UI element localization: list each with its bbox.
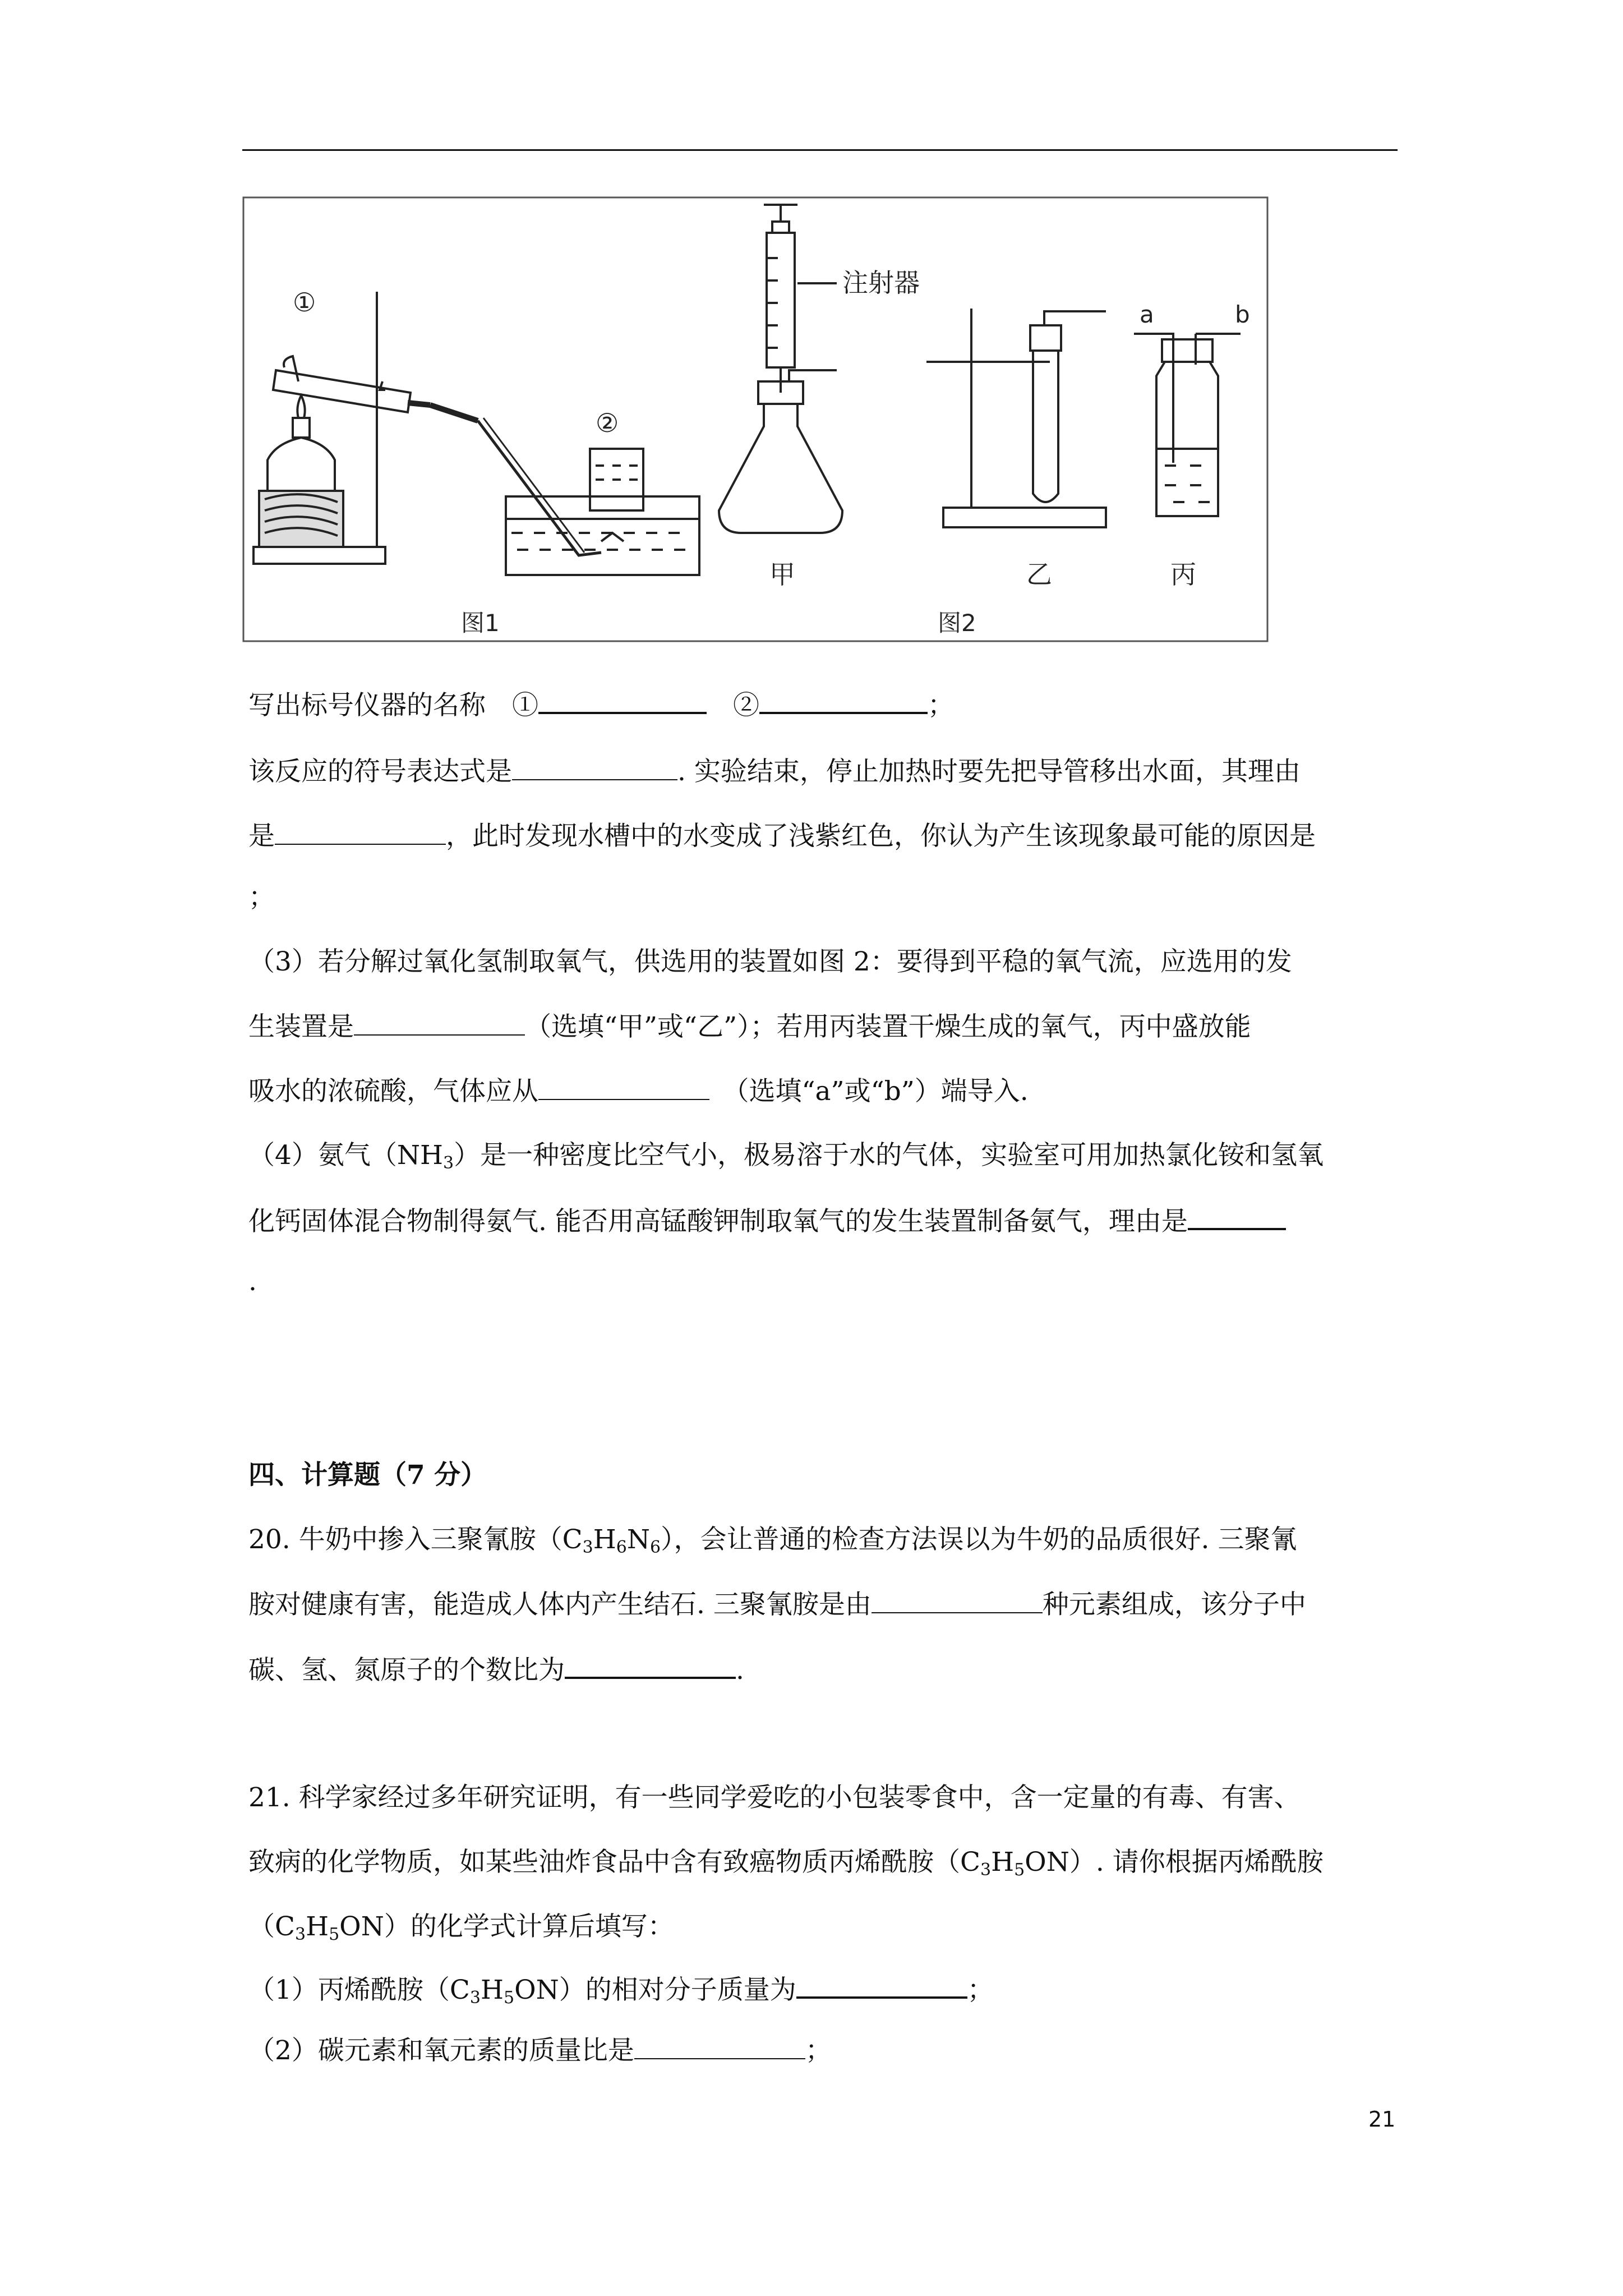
apparatus-figure xyxy=(242,196,1269,642)
device-bing-label: 丙 xyxy=(1170,559,1196,590)
answer-blank-instrument-1[interactable] xyxy=(538,687,707,714)
q21-line4: （1）丙烯酰胺$(C_3H_5ON)$的相对分子质量为 ； xyxy=(248,1972,994,2007)
answer-blank-device[interactable] xyxy=(354,1010,525,1036)
label-instrument-1: ① xyxy=(293,287,316,318)
section-title-calculation: 四、计算题（7 分） xyxy=(248,1460,487,1490)
device-jia-label: 甲 xyxy=(769,559,795,590)
answer-blank-element-count[interactable] xyxy=(872,1588,1043,1613)
q21-line2: 致病的化学物质，如某些油炸食品中含有致癌物质丙烯酰胺$(C_3H_5ON)$. 请你根据丙烯酰胺 xyxy=(248,1847,1324,1880)
q19-line9: 化钙固体混合物制得氨气. 能否用高锰酸钾制取氧气的发生装置制备氨气，理由是 xyxy=(248,1203,1286,1239)
device-yi-label: 乙 xyxy=(1026,559,1052,590)
figure2-caption: 图2 xyxy=(938,609,976,637)
answer-blank-reason[interactable] xyxy=(275,819,446,845)
q19-line3: 是 ，此时发现水槽中的水变成了浅紫红色，你认为产生该现象最可能的原因是 xyxy=(248,819,1316,853)
q19-line1: 写出标号仪器的名称 ① ② ； xyxy=(248,687,954,723)
q19-line5: （3）若分解过氧化氢制取氧气，供选用的装置如图 2：要得到平稳的氧气流，应选用的发 xyxy=(248,946,1292,977)
device-bing xyxy=(1134,334,1241,516)
q19-line8: （4）氨气$(NH_3)$是一种密度比空气小，极易溶于水的气体，实验室可用加热氯化铵和氢氧 xyxy=(248,1140,1324,1173)
syringe-label: 注射器 xyxy=(842,268,920,298)
port-a-label: a xyxy=(1140,301,1154,328)
figure1-heating-setup xyxy=(253,292,699,575)
q21-line1: 21. 科学家经过多年研究证明，有一些同学爱吃的小包装零食中，含一定量的有毒、有害、 xyxy=(248,1782,1301,1813)
q19-line2: 该反应的符号表达式是 . 实验结束，停止加热时要先把导管移出水面，其理由 xyxy=(248,754,1301,789)
answer-blank-equation[interactable] xyxy=(512,754,677,780)
q21-line5: （2）碳元素和氧元素的质量比是 ； xyxy=(248,2033,832,2068)
q20-line3: 碳、氢、氮原子的个数比为 . xyxy=(248,1652,744,1687)
q19-line4: ； xyxy=(248,882,275,913)
q20-line1: 20. 牛奶中掺入三聚氰胺$(C_3H_6N_6)$，会让普通的检查方法误以为牛奶的品质很好. 三聚氰 xyxy=(248,1524,1297,1557)
label-instrument-2: ② xyxy=(596,408,619,438)
q20-line2: 胺对健康有害，能造成人体内产生结石. 三聚氰胺是由 种元素组成，该分子中 xyxy=(248,1588,1306,1622)
answer-blank-instrument-2[interactable] xyxy=(759,687,928,714)
answer-blank-molecular-mass[interactable] xyxy=(796,1972,967,1999)
answer-blank-atom-ratio[interactable] xyxy=(565,1652,736,1679)
answer-blank-mass-ratio[interactable] xyxy=(634,2033,805,2059)
figure1-caption: 图1 xyxy=(461,609,500,637)
header-rule xyxy=(242,149,1398,151)
page-number: 21 xyxy=(1368,2107,1396,2132)
q19-line10: . xyxy=(248,1266,257,1297)
answer-blank-port[interactable] xyxy=(538,1074,709,1100)
q19-line7: 吸水的浓硫酸，气体应从 （选填“a”或“b”）端导入. xyxy=(248,1074,1029,1108)
device-jia xyxy=(719,205,842,533)
port-b-label: b xyxy=(1235,301,1250,328)
answer-blank-ammonia-reason[interactable] xyxy=(1188,1203,1286,1230)
device-yi xyxy=(926,309,1106,527)
apparatus-diagram xyxy=(242,196,1269,642)
q19-line6: 生装置是 （选填“甲”或“乙”）；若用丙装置干燥生成的氧气，丙中盛放能 xyxy=(248,1010,1251,1044)
q21-line3: $(C_3H_5ON)$的化学式计算后填写： xyxy=(248,1911,674,1944)
